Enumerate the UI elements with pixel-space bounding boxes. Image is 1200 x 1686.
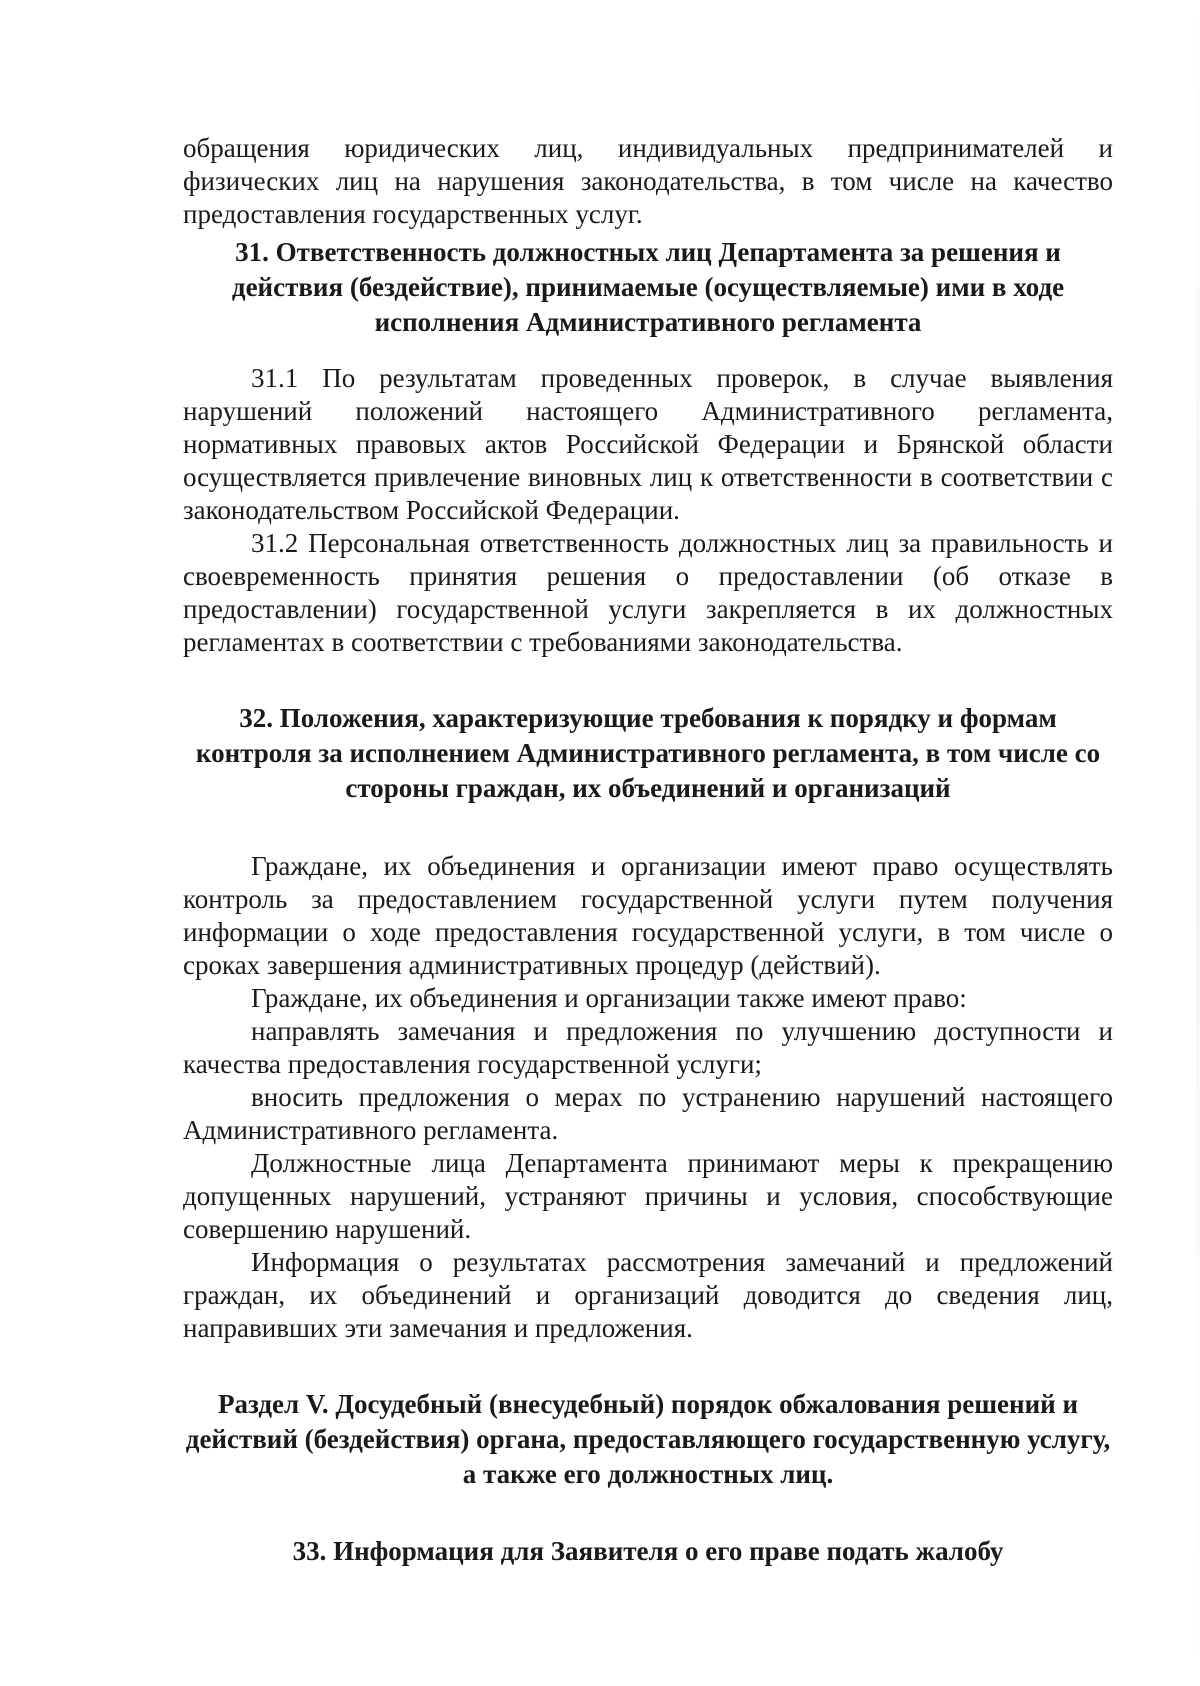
section-31-paragraph-2: 31.2 Персональная ответственность должностных лиц за правильность и своевременность принятия решения о предоставлении (об отказе в предоставлении) государственной услуги закрепляется в их должностных регламентах в соответствии с требованиями законодательства. (183, 528, 1113, 657)
section-v-heading: Раздел V. Досудебный (внесудебный) порядок обжалования решений и действий (бездействия) органа, предоставляющего государственную услугу, а также его должностных лиц. (185, 1389, 1111, 1489)
section-32-paragraph-6: Информация о результатах рассмотрения замечаний и предложений граждан, их объединений и организаций доводится до сведения лиц, направивших эти замечания и предложения. (183, 1247, 1113, 1343)
section-32-heading: 32. Положения, характеризующие требования к порядку и формам контроля за исполнением Административного регламента, в том числе со стороны граждан, их объединений и организаций (195, 703, 1101, 803)
section-32-paragraph-1: Граждане, их объединения и организации имеют право осуществлять контроль за предоставлением государственной услуги путем получения информации о ходе предоставления государственной услуги, в том числе о сроках завершения административных процедур (действий). (183, 851, 1113, 980)
section-32-paragraph-3: направлять замечания и предложения по улучшению доступности и качества предоставления государственной услуги; (183, 1016, 1113, 1079)
section-33-heading: 33. Информация для Заявителя о его праве подать жалобу (292, 1536, 1004, 1566)
section-32-paragraph-2: Граждане, их объединения и организации также имеют право: (251, 983, 967, 1013)
section-32-paragraph-5: Должностные лица Департамента принимают меры к прекращению допущенных нарушений, устраняют причины и условия, способствующие совершению нарушений. (183, 1148, 1113, 1244)
section-31-paragraph-1: 31.1 По результатам проведенных проверок, в случае выявления нарушений положений настоящего Административного регламента, нормативных правовых актов Российской Федерации и Брянской области осуществляется привлечение виновных лиц к ответственности в соответствии с законодательством Российской Федерации. (183, 363, 1113, 525)
section-32-paragraph-4: вносить предложения о мерах по устранению нарушений настоящего Административного регламента. (183, 1082, 1113, 1145)
section-31-heading: 31. Ответственность должностных лиц Департамента за решения и действия (бездействие), принимаемые (осуществляемые) ими в ходе исполнения Административного регламента (231, 237, 1065, 337)
scan-edge-shadow (1196, 0, 1200, 1686)
intro-paragraph: обращения юридических лиц, индивидуальных предпринимателей и физических лиц на нарушения законодательства, в том числе на качество предоставления государственных услуг. (183, 133, 1113, 229)
document-body (183, 132, 1113, 1569)
